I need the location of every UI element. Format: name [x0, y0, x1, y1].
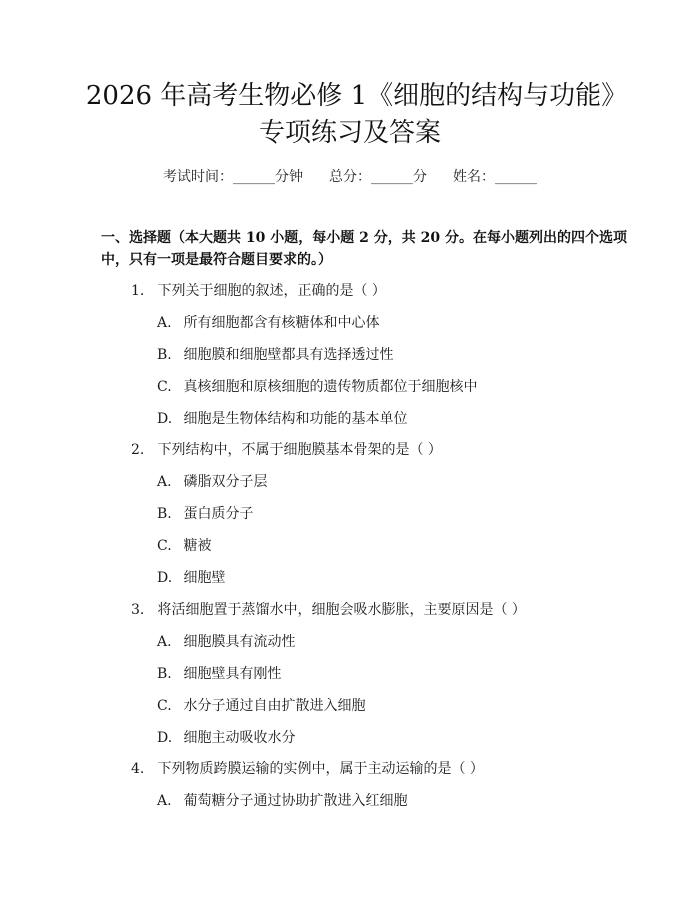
question-1-option-b	[157, 345, 393, 365]
option-label: A.	[157, 315, 172, 331]
exam-info	[0, 167, 700, 187]
option-text: 所有细胞都含有核糖体和中心体	[183, 315, 380, 331]
question-1-option-d	[157, 409, 407, 429]
option-label: D.	[157, 570, 173, 586]
option-text: 糖被	[183, 538, 212, 554]
exam-time: 考试时间：______分钟	[163, 169, 303, 185]
option-text: 细胞是生物体结构和功能的基本单位	[183, 411, 408, 427]
question-number: 4.	[131, 761, 145, 777]
option-text: 细胞膜和细胞壁都具有选择透过性	[183, 347, 394, 363]
option-label: C.	[157, 379, 172, 395]
option-label: B.	[157, 666, 172, 682]
question-3-option-a	[157, 632, 295, 652]
section-heading: 一、选择题（本大题共 10 小题，每小题 2 分，共 20 分。在每小题列出的四个选项中，只有一项是最符合题目要求的。）	[101, 230, 627, 268]
question-4-option-a	[157, 791, 407, 811]
option-label: C.	[157, 698, 172, 714]
question-1-option-a	[157, 313, 379, 333]
option-label: A.	[157, 793, 172, 809]
question-text: 将活细胞置于蒸馏水中，细胞会吸水膨胀，主要原因是（ ）	[157, 602, 526, 618]
option-text: 磷脂双分子层	[183, 474, 268, 490]
exam-score: 总分：______分	[329, 169, 427, 185]
question-3-option-b	[157, 664, 281, 684]
option-label: C.	[157, 538, 172, 554]
option-text: 细胞膜具有流动性	[183, 634, 296, 650]
question-text: 下列结构中，不属于细胞膜基本骨架的是（ ）	[157, 442, 442, 458]
option-label: A.	[157, 474, 172, 490]
question-2-option-d	[157, 568, 225, 588]
question-2-option-b	[157, 504, 253, 524]
option-label: D.	[157, 730, 173, 746]
question-text: 下列关于细胞的叙述，正确的是（ ）	[157, 283, 386, 299]
question-text: 下列物质跨膜运输的实例中，属于主动运输的是（ ）	[157, 761, 484, 777]
question-2-option-a	[157, 472, 267, 492]
question-number: 1.	[131, 283, 145, 299]
option-text: 细胞壁	[183, 570, 226, 586]
question-3	[131, 600, 526, 620]
question-4	[131, 759, 484, 779]
question-2	[131, 440, 442, 460]
option-label: B.	[157, 347, 172, 363]
option-label: A.	[157, 634, 172, 650]
question-3-option-c	[157, 696, 365, 716]
exam-name: 姓名：______	[453, 169, 537, 185]
option-label: B.	[157, 506, 172, 522]
question-2-option-c	[157, 536, 211, 556]
option-text: 细胞壁具有刚性	[183, 666, 282, 682]
question-number: 3.	[131, 602, 145, 618]
option-text: 真核细胞和原核细胞的遗传物质都位于细胞核中	[183, 379, 478, 395]
option-text: 水分子通过自由扩散进入细胞	[183, 698, 366, 714]
question-1-option-c	[157, 377, 477, 397]
question-number: 2.	[131, 442, 145, 458]
document-title: 2026 年高考生物必修 1《细胞的结构与功能》专项练习及答案	[85, 81, 615, 148]
option-label: D.	[157, 411, 173, 427]
option-text: 葡萄糖分子通过协助扩散进入红细胞	[183, 793, 408, 809]
option-text: 蛋白质分子	[183, 506, 254, 522]
question-3-option-d	[157, 728, 295, 748]
option-text: 细胞主动吸收水分	[183, 730, 296, 746]
question-1	[131, 281, 386, 301]
